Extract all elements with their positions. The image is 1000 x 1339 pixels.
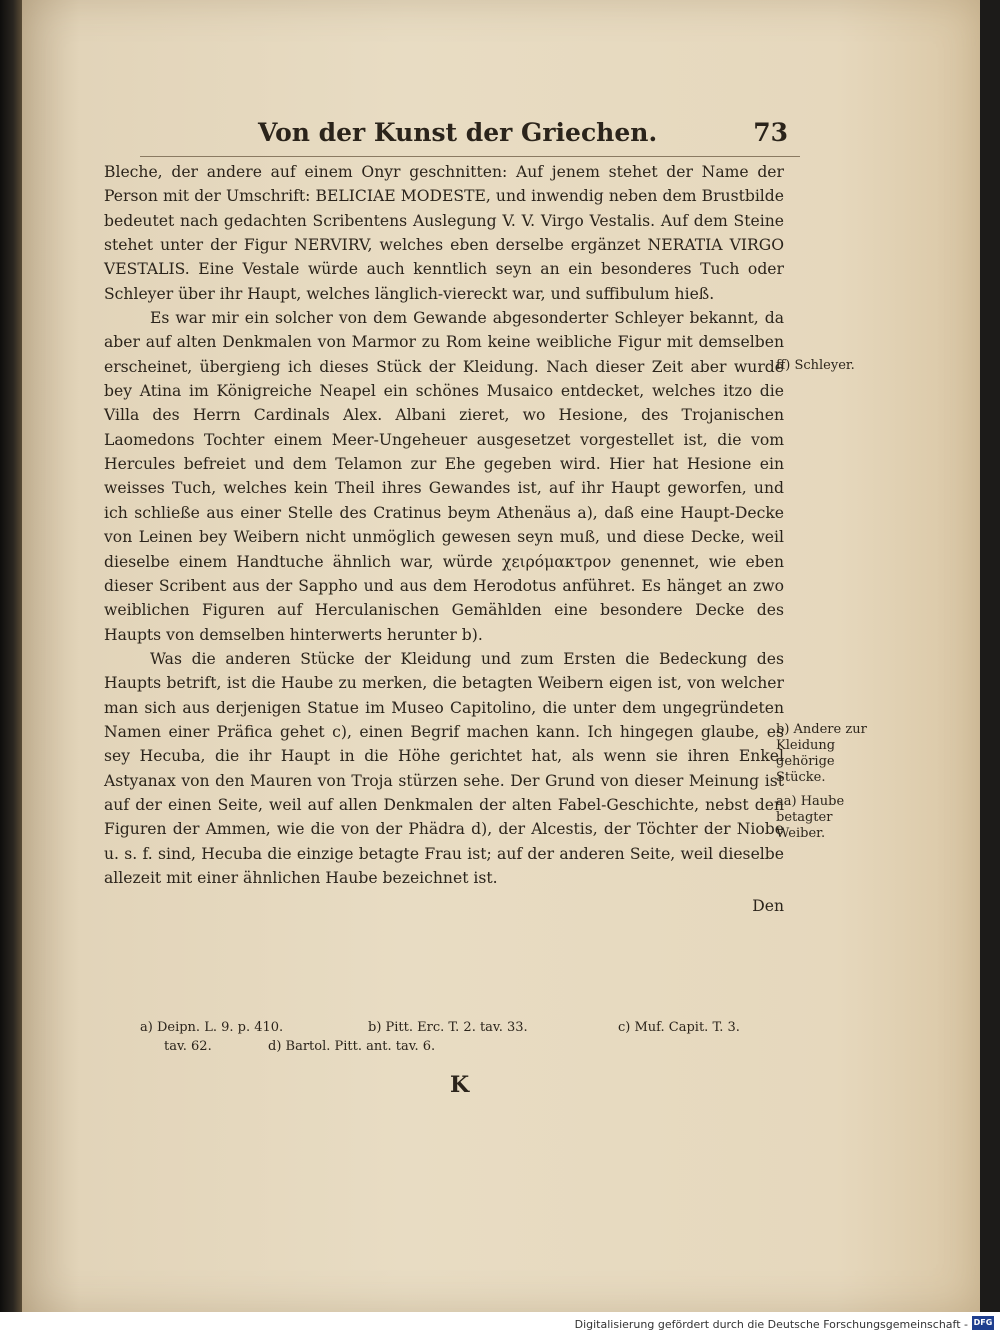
funding-credit: Digitalisierung gefördert durch die Deutsche Forschungsgemeinschaft - — [574, 1318, 968, 1331]
paragraph-2: Es war mir ein solcher von dem Gewande abgesonderter Schleyer bekannt, da aber auf alten Denkmalen von Marmor zu Rom keine weibliche Figur mit demselben erscheinet, übergieng ich dieses Stück der Kleidung. Nach dieser Zeit aber wurde bey Atina im Königreiche Neapel ein schönes Musaico entdecket, welches itzo die Villa des Herrn Cardinals Alex. Albani zieret, wo Hesione, des Trojanischen Laomedons Tochter einem Meer-Ungeheuer ausgesetzet vorgestellet ist, die vom Hercules befreiet und dem Telamon zur Ehe gegeben wird. Hier hat Hesione ein weisses Tuch, welches kein Theil ihres Gewandes ist, auf ihr Haupt geworfen, und ich schließe aus einer Stelle des Cratinus beym Athenäus a), daß eine Haupt-Decke von Leinen bey Weibern nicht unmöglich gewesen seyn muß, und diese Decke, weil dieselbe einem Handtuche ähnlich war, würde χειρόμακτρον genennet, wie eben dieser Scribent aus der Sappho und aus dem Herodotus anführet. Es hänget an zwo weiblichen Figuren auf Herculanischen Gemählden eine besondere Decke des Haupts von demselben hinterwerts herunter b). — [104, 309, 784, 644]
footnote-c: c) Muf. Capit. T. 3. — [618, 1020, 740, 1035]
footnote-d: d) Bartol. Pitt. ant. tav. 6. — [268, 1039, 436, 1054]
footnote-c-continuation: tav. 62. — [164, 1039, 212, 1054]
signature-mark: K — [450, 1072, 470, 1098]
running-header — [258, 118, 788, 147]
marginal-note-kleidung: b) Andere zur Kleidung gehörige Stücke. — [776, 722, 867, 785]
marginal-note-schleyer: ff) Schleyer. — [776, 358, 855, 373]
book-binding-edge — [0, 0, 22, 1312]
header-title: Von der Kunst der Griechen. — [258, 118, 658, 147]
paragraph-3: Was die anderen Stücke der Kleidung und zum Ersten die Bedeckung des Haupts betrift, ist die Haube zu merken, die betagten Weibern eigen ist, von welcher man sich aus derjenigen Statue im Museo Capitolino, die unter dem ungegründeten Namen einer Präfica gehet c), einen Begrif machen kann. Ich hingegen glaube, es sey Hecuba, die ihr Haupt in die Höhe gerichtet hat, als wenn sie ihren Enkel Astyanax von den Mauren von Troja stürzen sehe. Der Grund von dieser Meinung ist auf der einen Seite, weil auf allen Denkmalen der alten Fabel-Geschichte, nebst den Figuren der Ammen, wie die von der Phädra d), der Alcestis, der Töchter der Niobe u. s. f. sind, Hecuba die einzige betagte Frau ist; auf der anderen Seite, weil dieselbe allezeit mit einer ähnlichen Haube bezeichnet ist. — [104, 649, 784, 887]
paragraph-1: Bleche, der andere auf einem Onyr geschnitten: Auf jenem stehet der Name der Person mit der Umschrift: BELICIAE MODESTE, und inwendig neben dem Brustbilde bedeutet nach gedachten Scribentens Auslegung V. V. Virgo Vestalis. Auf dem Steine stehet unter der Figur NERVIRV, welches eben derselbe ergänzet NERATIA VIRGO VESTALIS. Eine Vestale würde auch kenntlich seyn an ein besonderes Tuch oder Schleyer über ihr Haupt, welches länglich-viereckt war, und suffibulum hieß. — [104, 163, 784, 303]
footnote-a: a) Deipn. L. 9. p. 410. — [140, 1020, 284, 1035]
header-rule — [140, 156, 800, 157]
catchword: Den — [752, 897, 784, 916]
page-number: 73 — [753, 118, 788, 147]
dfg-logo-icon: DFG — [972, 1316, 994, 1330]
footnote-b: b) Pitt. Erc. T. 2. tav. 33. — [368, 1020, 528, 1035]
main-text — [104, 160, 784, 919]
footnotes — [140, 1018, 780, 1056]
marginal-note-haube: aa) Haube betagter Weiber. — [776, 794, 845, 841]
